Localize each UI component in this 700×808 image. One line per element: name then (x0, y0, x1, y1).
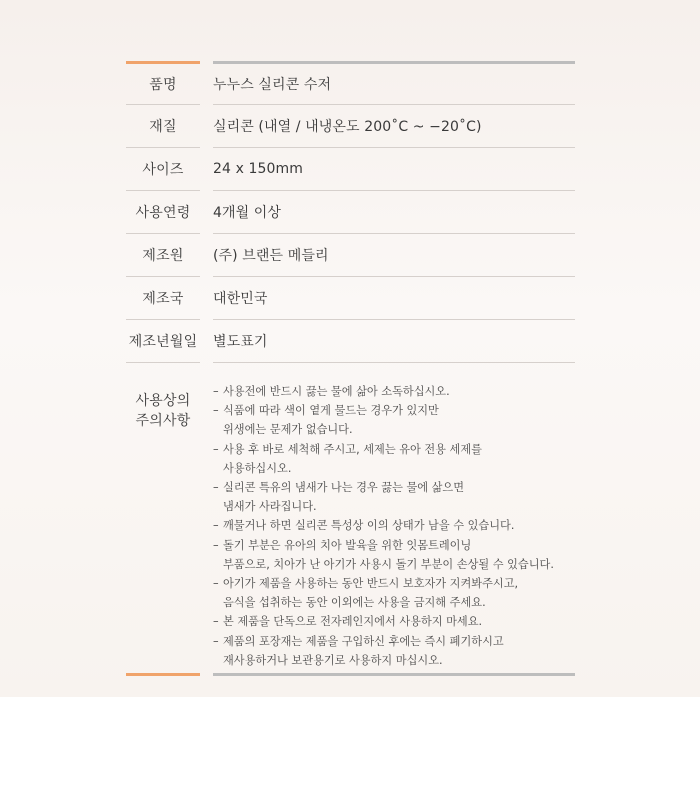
spec-label: 사이즈 (126, 147, 200, 190)
dash-bullet: – (213, 615, 219, 629)
spec-label: 사용연령 (126, 190, 200, 233)
precaution-item (213, 574, 554, 612)
dash-bullet: – (213, 634, 219, 648)
spec-row-product-name (126, 61, 575, 104)
precautions-label: 사용상의 주의사항 (126, 362, 200, 672)
spec-row-age (126, 190, 575, 233)
spec-row-size (126, 147, 575, 190)
precaution-text: 깨물거나 하면 실리콘 특성상 이의 상태가 남을 수 있습니다. (223, 519, 515, 533)
spec-row-manufacturer (126, 233, 575, 276)
dash-bullet: – (213, 385, 219, 398)
precaution-text: 실리콘 특유의 냄새가 나는 경우 끓는 물에 삶으면 냄새가 사라집니다. (223, 481, 465, 514)
table-bottom-rule (126, 673, 575, 676)
bottom-rule-accent (126, 673, 200, 676)
dash-bullet: – (213, 481, 219, 495)
bottom-rule-gray (213, 673, 575, 676)
precautions-list (213, 382, 554, 670)
precaution-item (213, 478, 554, 516)
precaution-text: 제품의 포장재는 제품을 구입하신 후에는 즉시 폐기하시고 재사용하거나 보관용기로 사용하지 마십시오. (223, 634, 504, 667)
precaution-item (213, 382, 554, 401)
precaution-text: 식품에 따라 색이 옅게 물드는 경우가 있지만 위생에는 문제가 없습니다. (223, 404, 439, 437)
spec-value: 실리콘 (내열 / 내냉온도 200˚C ~ −20˚C) (213, 104, 575, 147)
dash-bullet: – (213, 404, 219, 418)
spec-table (126, 61, 575, 672)
precaution-item (213, 401, 554, 439)
spec-value: 누누스 실리콘 수저 (213, 61, 575, 104)
spec-label: 제조원 (126, 233, 200, 276)
dash-bullet: – (213, 519, 219, 533)
precaution-text: 사용 후 바로 세척해 주시고, 세제는 유아 전용 세제를 사용하십시오. (223, 442, 482, 475)
spec-value: 별도표기 (213, 319, 575, 362)
precaution-item (213, 632, 554, 670)
spec-label: 제조국 (126, 276, 200, 319)
spec-value: 4개월 이상 (213, 190, 575, 233)
precaution-text: 돌기 부분은 유아의 치아 발육을 위한 잇몸트레이닝 부품으로, 치아가 난 아기가 사용시 돌기 부분이 손상될 수 있습니다. (223, 538, 554, 571)
precaution-item (213, 516, 554, 535)
spec-label: 제조년월일 (126, 319, 200, 362)
spec-label: 재질 (126, 104, 200, 147)
precaution-item (213, 440, 554, 478)
dash-bullet: – (213, 538, 219, 552)
spec-row-precautions (126, 362, 575, 672)
spec-row-material (126, 104, 575, 147)
spec-row-country (126, 276, 575, 319)
spec-value: 24 x 150mm (213, 147, 575, 190)
precaution-item (213, 612, 554, 631)
spec-value: 대한민국 (213, 276, 575, 319)
spec-label: 품명 (126, 61, 200, 104)
precaution-text: 본 제품을 단독으로 전자레인지에서 사용하지 마세요. (223, 615, 483, 629)
dash-bullet: – (213, 442, 219, 456)
precaution-item (213, 536, 554, 574)
precaution-text: 사용전에 반드시 끓는 물에 삶아 소독하십시오. (223, 385, 450, 398)
spec-value: (주) 브랜든 메들리 (213, 233, 575, 276)
precautions-content (213, 362, 575, 672)
spec-row-manufacture-date (126, 319, 575, 362)
dash-bullet: – (213, 577, 219, 591)
precaution-text: 아기가 제품을 사용하는 동안 반드시 보호자가 지켜봐주시고, 음식을 섭취하는 동안 이외에는 사용을 금지해 주세요. (223, 577, 519, 610)
